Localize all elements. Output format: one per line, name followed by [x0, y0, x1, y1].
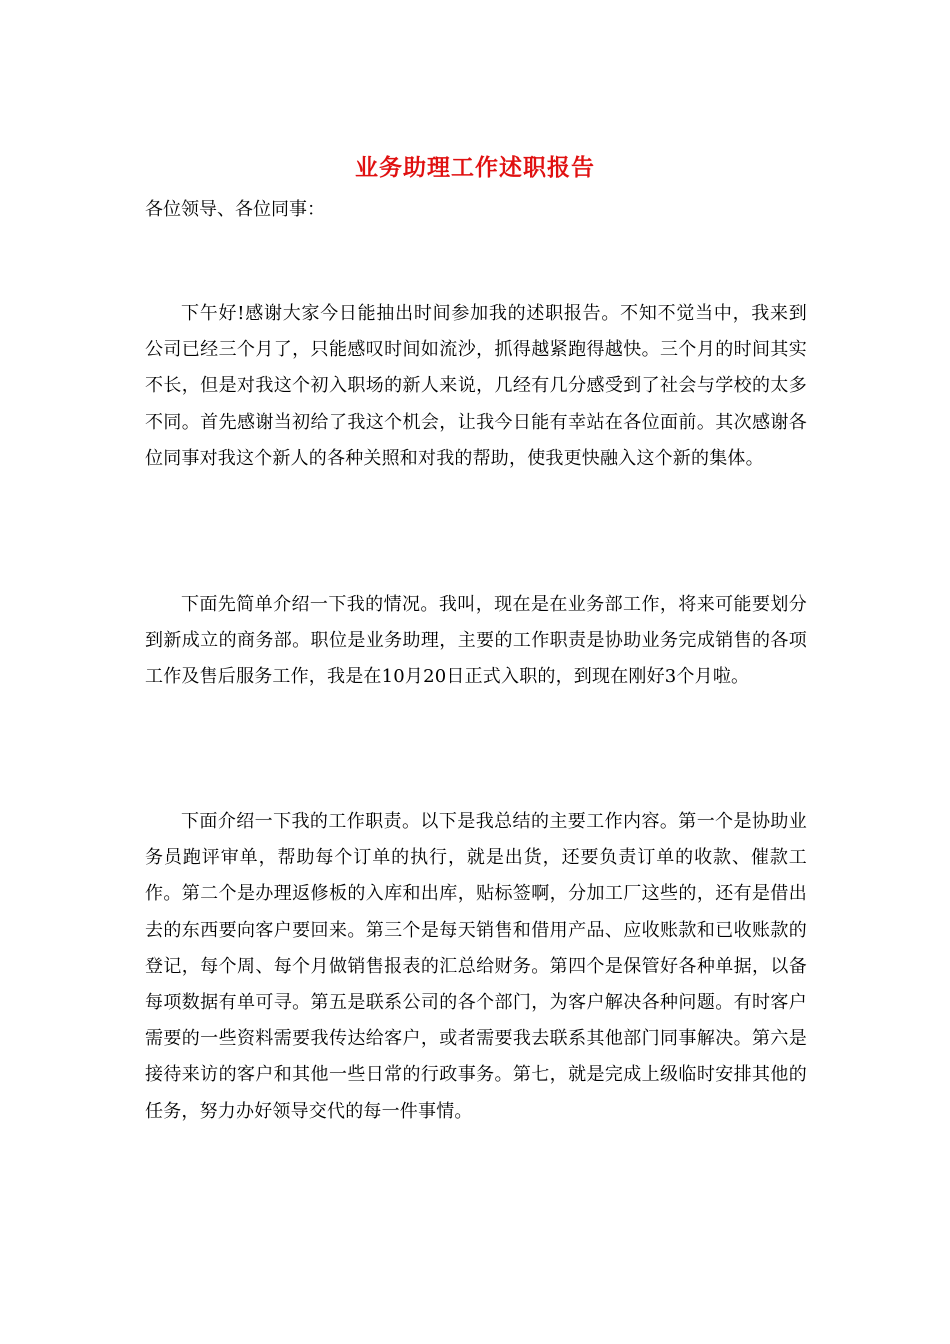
- paragraph-greeting: 下午好!感谢大家今日能抽出时间参加我的述职报告。不知不觉当中，我来到公司已经三个月了，只能感叹时间如流沙，抓得越紧跑得越快。三个月的时间其实不长，但是对我这个初入职场的新人来说，几经有几分感受到了社会与学校的太多不同。首先感谢当初给了我这个机会，让我今日能有幸站在各位面前。其次感谢各位同事对我这个新人的各种关照和对我的帮助，使我更快融入这个新的集体。: [145, 303, 807, 469]
- paragraph-introduction: 下面先简单介绍一下我的情况。我叫，现在是在业务部工作，将来可能要划分到新成立的商务部。职位是业务助理，主要的工作职责是协助业务完成销售的各项工作及售后服务工作，我是在10月20日正式入职的，到现在刚好3个月啦。: [145, 594, 807, 688]
- paragraph-duties: 下面介绍一下我的工作职责。以下是我总结的主要工作内容。第一个是协助业务员跑评审单，帮助每个订单的执行，就是出货，还要负责订单的收款、催款工作。第二个是办理返修板的入库和出库，贴标签啊，分加工厂这些的，还有是借出去的东西要向客户要回来。第三个是每天销售和借用产品、应收账款和已收账款的登记，每个周、每个月做销售报表的汇总给财务。第四个是保管好各种单据，以备每项数据有单可寻。第五是联系公司的各个部门，为客户解决各种问题。有时客户需要的一些资料需要我传达给客户，或者需要我去联系其他部门同事解决。第六是接待来访的客户和其他一些日常的行政事务。第七，就是完成上级临时安排其他的任务，努力办好领导交代的每一件事情。: [145, 811, 807, 1122]
- document-title: 业务助理工作述职报告: [355, 154, 595, 181]
- salutation: 各位领导、各位同事：: [145, 199, 325, 220]
